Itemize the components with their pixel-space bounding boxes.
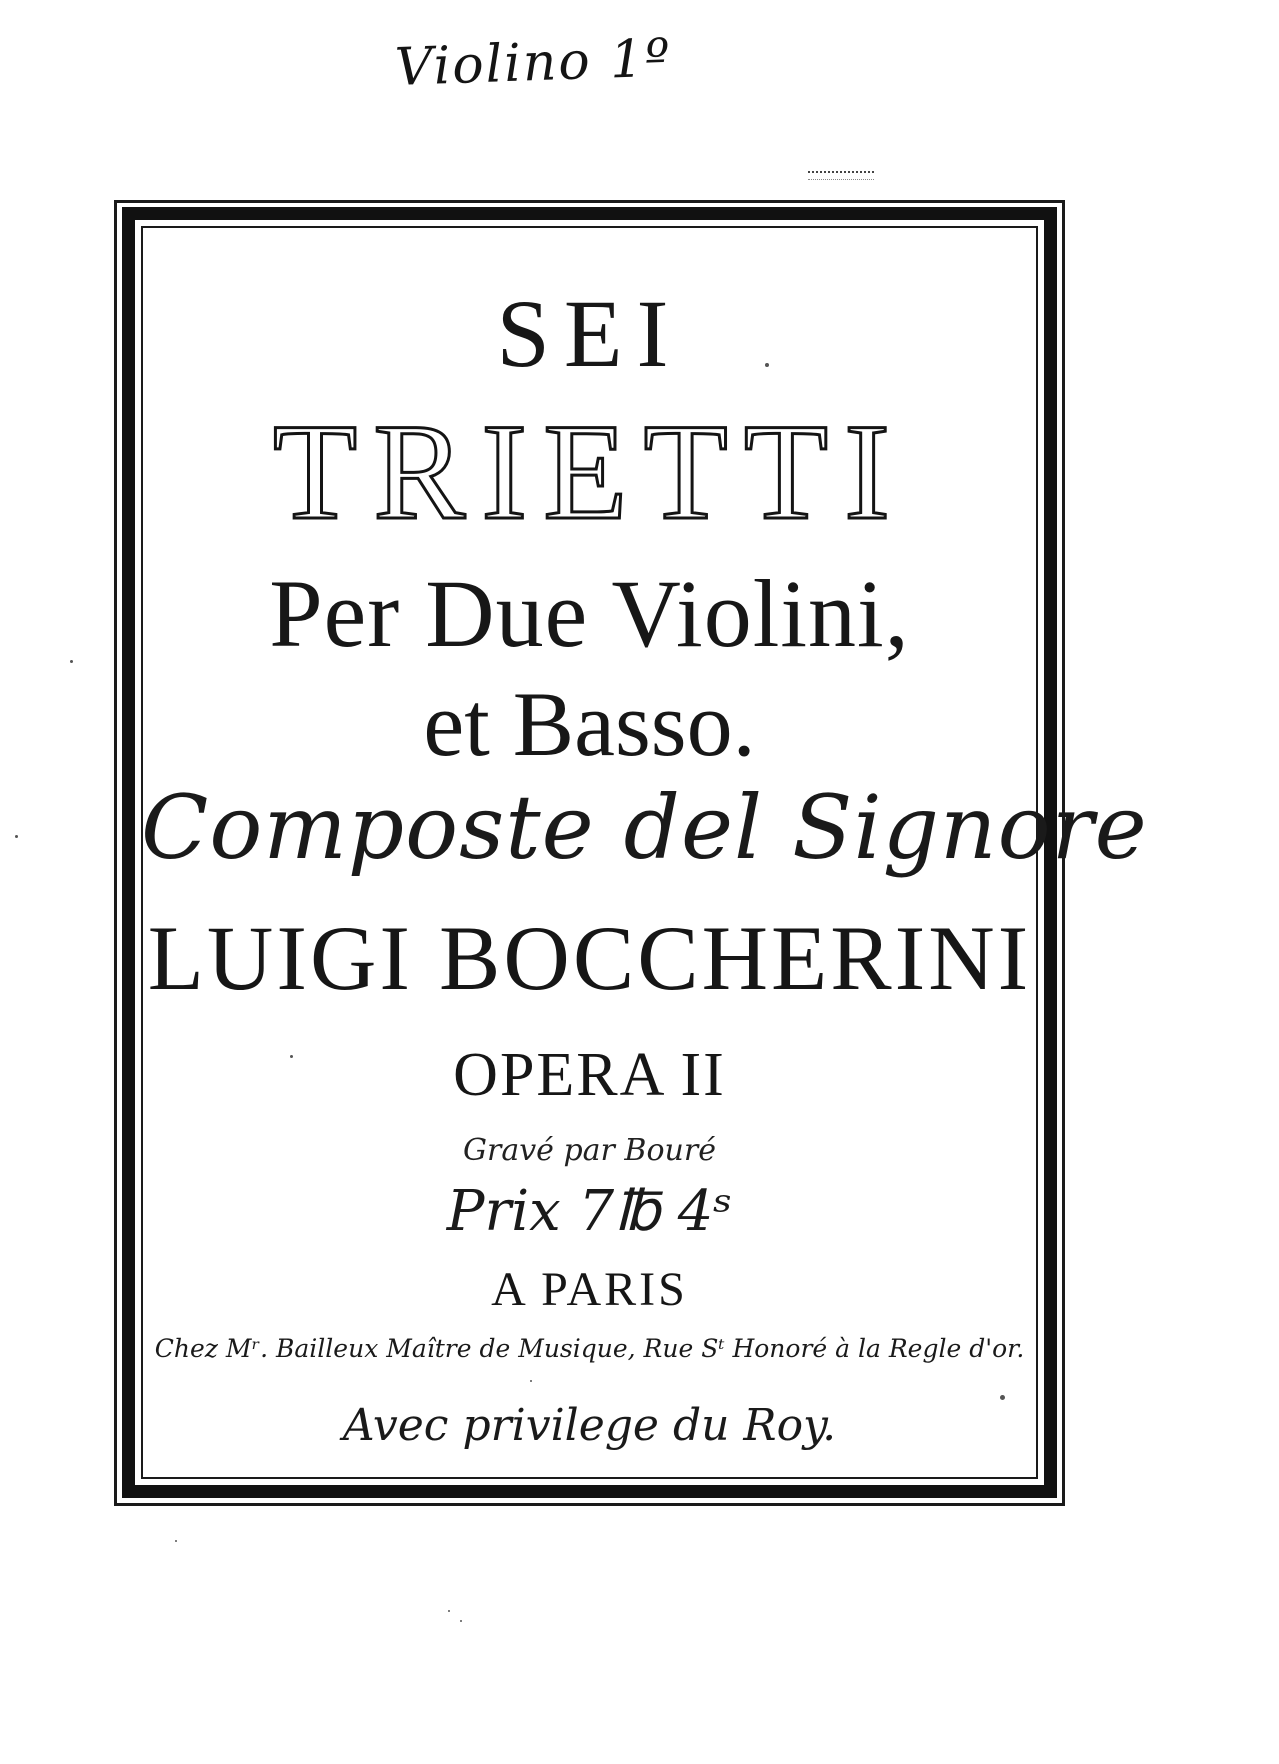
- paper-speck: [70, 660, 73, 663]
- title-line-sei: SEI: [496, 280, 683, 387]
- title-line-trietti: TRIETTI: [272, 395, 907, 548]
- paper-speck: [15, 835, 18, 838]
- paper-speck: [1000, 1395, 1005, 1400]
- engraver-credit: Gravé par Bouré: [463, 1133, 716, 1168]
- handwritten-part-label: Violino 1º: [393, 28, 673, 98]
- paper-speck: [460, 1620, 462, 1622]
- paper-speck: [530, 1380, 532, 1382]
- composed-by-line: Composte del Signore: [141, 776, 1148, 879]
- composer-name: LUIGI BOCCHERINI: [147, 907, 1032, 1009]
- royal-privilege: Avec privilege du Roy.: [342, 1400, 837, 1451]
- instrumentation-line: Per Due Violini,: [269, 560, 910, 667]
- publication-city: A PARIS: [491, 1263, 688, 1316]
- paper-speck: [765, 363, 769, 367]
- instrumentation-line-basso: et Basso.: [423, 673, 756, 775]
- title-block: [141, 226, 1148, 1479]
- paper-speck: [290, 1055, 293, 1058]
- publisher-address: Chez Mʳ. Bailleux Maître de Musique, Rue Sᵗ Honoré à la Regle d'or.: [154, 1334, 1025, 1363]
- library-catalog-mark: [808, 171, 874, 180]
- paper-speck: [448, 1610, 450, 1612]
- opus-number: OPERA II: [453, 1041, 726, 1109]
- paper-speck: [175, 1540, 177, 1542]
- price-line: Prix 7℔ 4ˢ: [446, 1179, 733, 1244]
